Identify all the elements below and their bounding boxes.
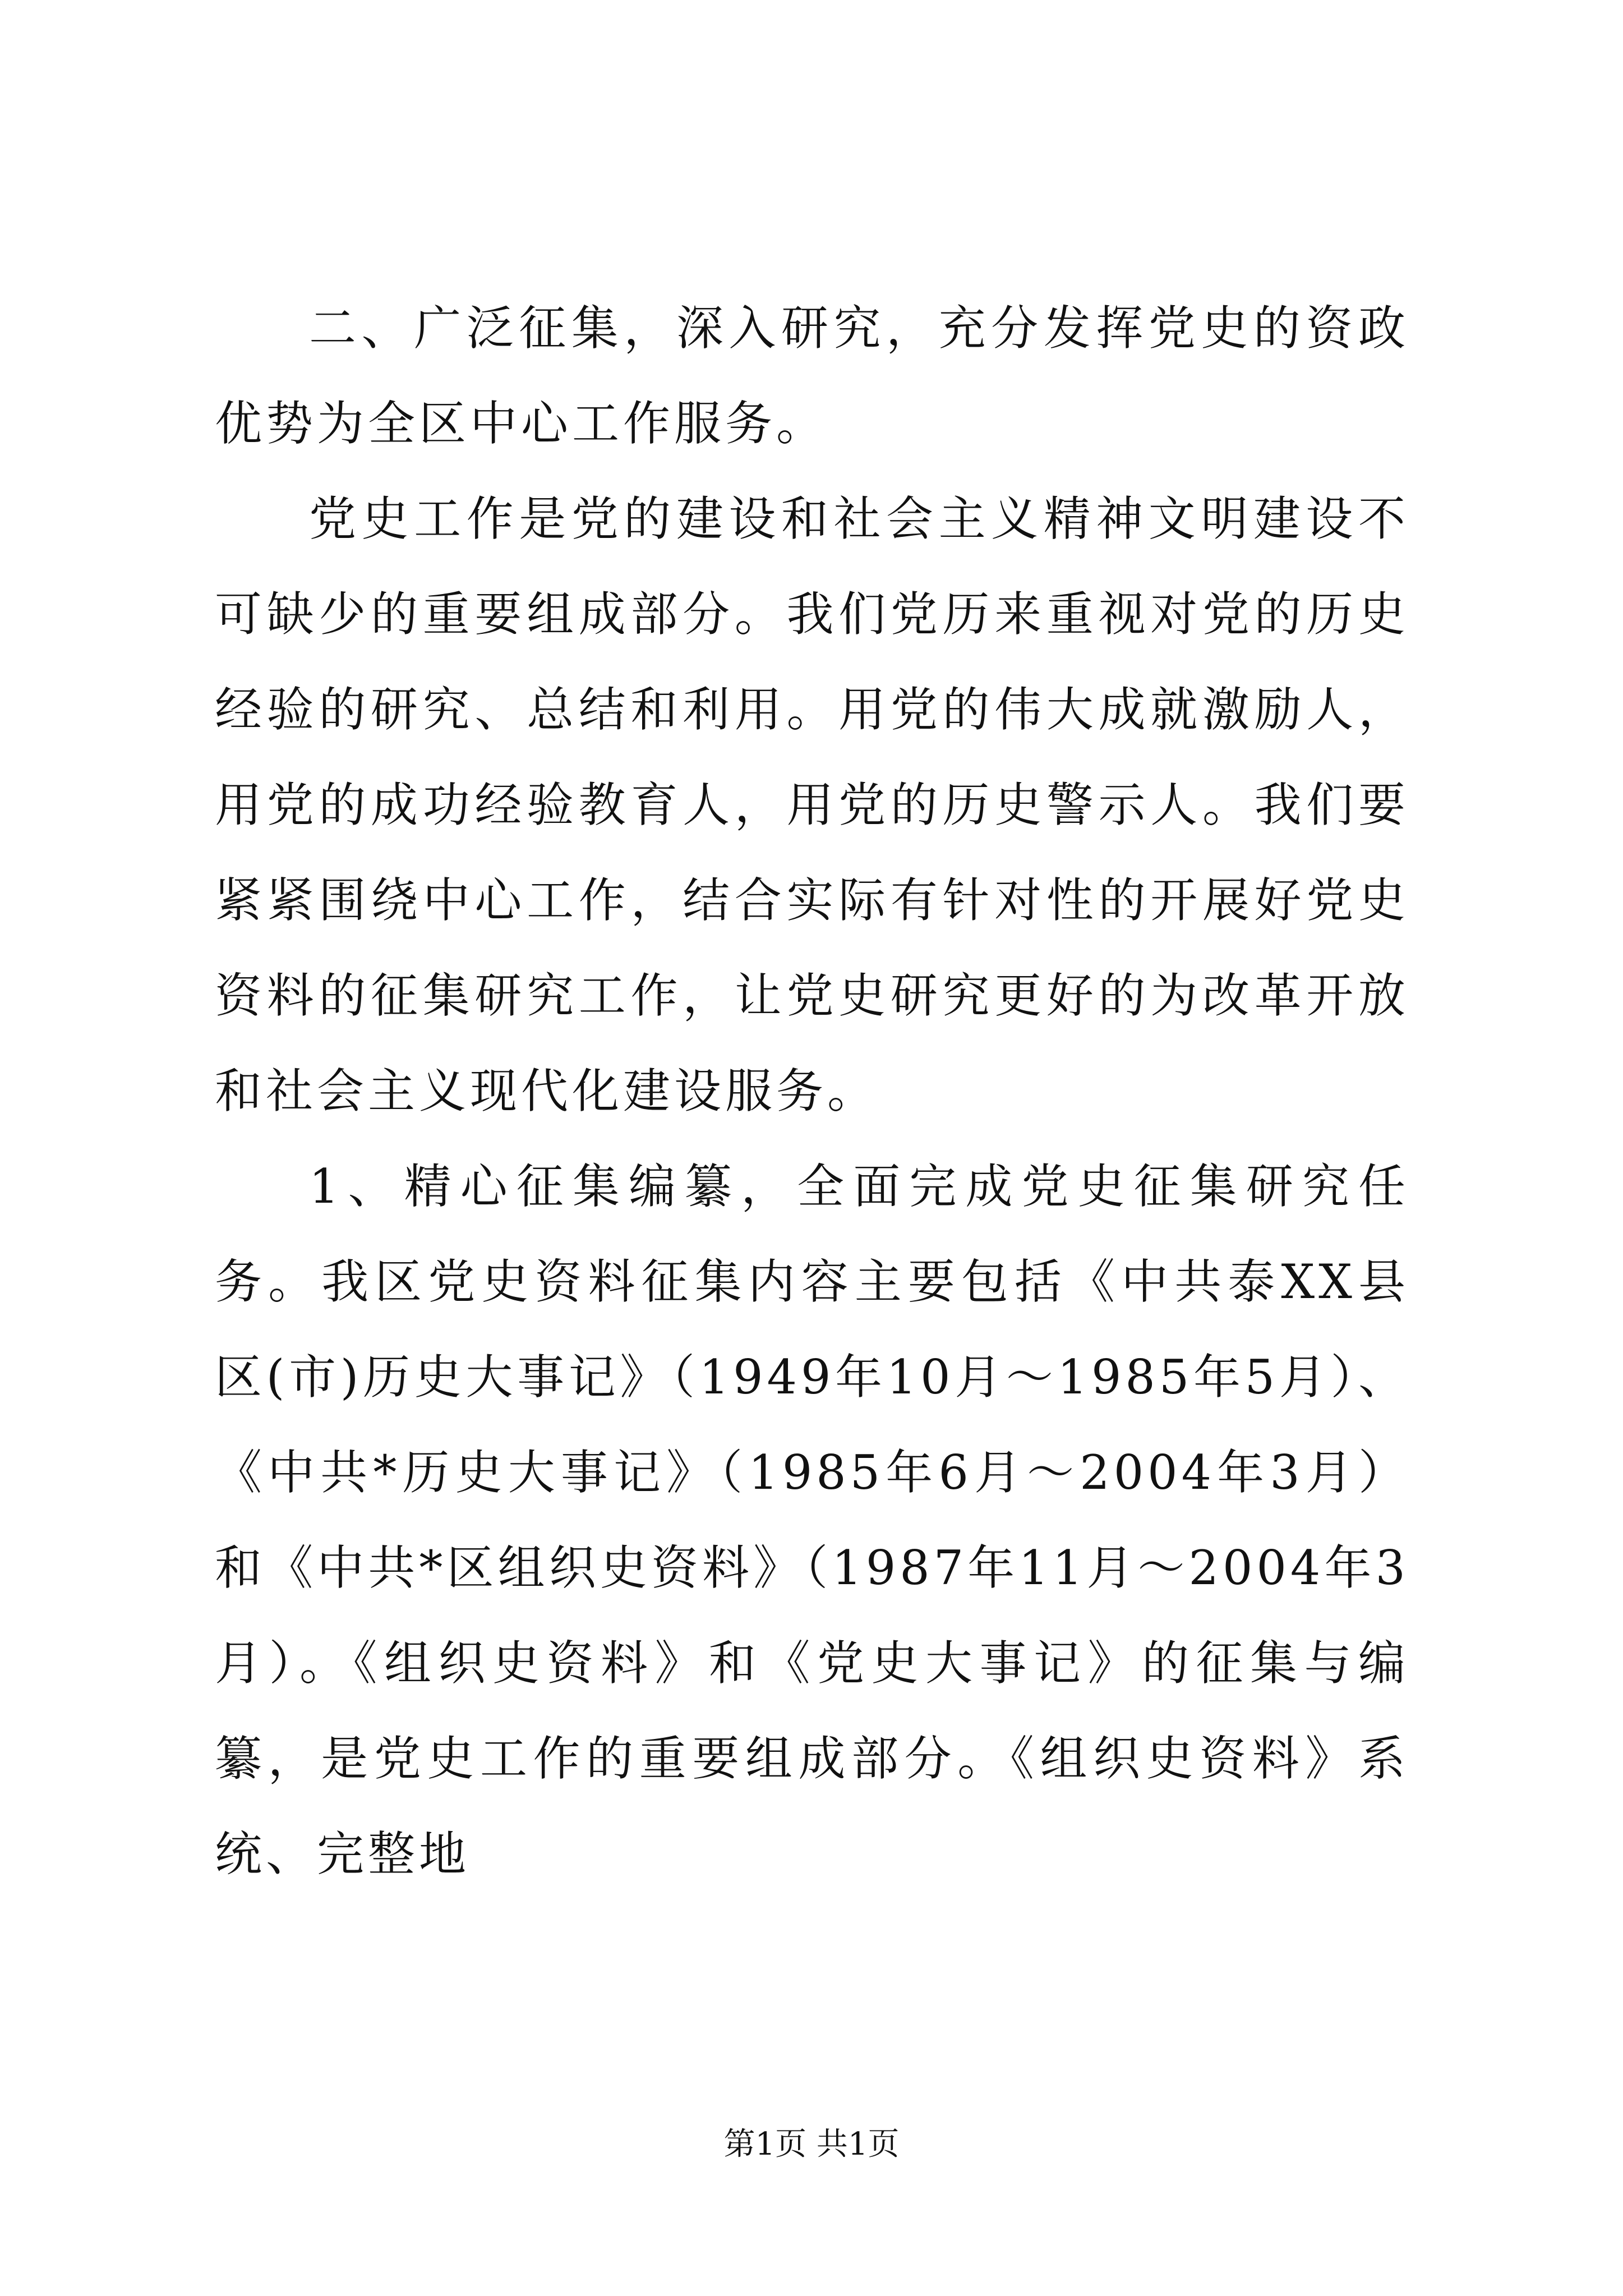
paragraph-body: 党史工作是党的建设和社会主义精神文明建设不可缺少的重要组成部分。我们党历来重视对党的历史经验的研究、总结和利用。用党的伟大成就激励人，用党的成功经验教育人，用党的历史警示人。我们要紧紧围绕中心工作，结合实际有针对性的开展好党史资料的征集研究工作，让党史研究更好的为改革开放和社会主义现代化建设服务。: [215, 491, 1409, 1119]
page-footer: 第1页 共1页: [723, 2126, 900, 2162]
paragraph-item: 1、精心征集编纂，全面完成党史征集研究任务。我区党史资料征集内容主要包括《中共泰XX县区(市)历史大事记》（1949年10月～1985年5月）、《中共*历史大事记》（1985年6月～2004年3月）和《中共*区组织史资料》（1987年11月～2004年3月）。《组织史资料》和《党史大事记》的征集与编纂，是党史工作的重要组成部分。《组织史资料》系统、完整地: [215, 1159, 1409, 1881]
paragraph-heading: 二、广泛征集，深入研究，充分发挥党史的资政优势为全区中心工作服务。: [215, 301, 1409, 451]
document-body: [215, 280, 1409, 1902]
